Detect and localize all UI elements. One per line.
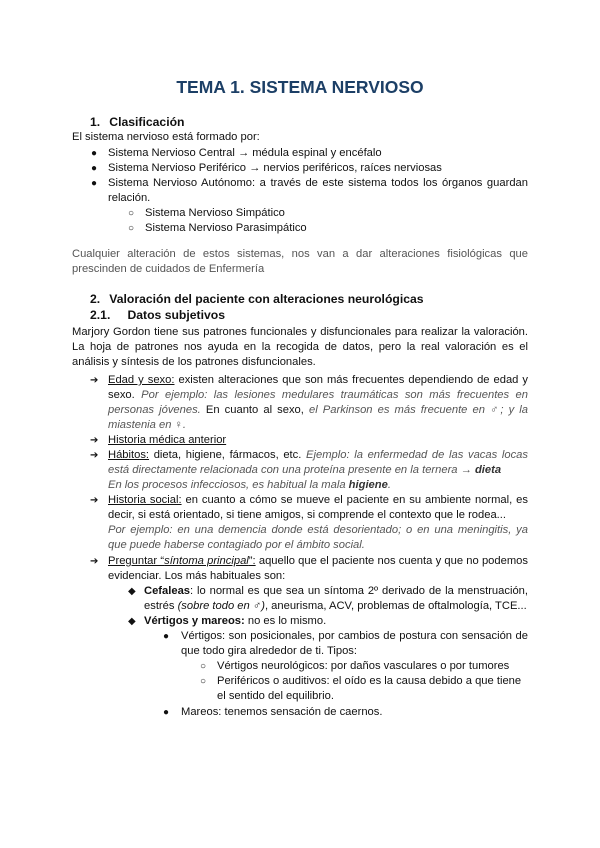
bullet-dot-icon: ●: [163, 631, 170, 642]
section-2-title: Valoración del paciente con alteraciones neurológicas: [109, 292, 424, 306]
arrow-bullet-icon: ➔: [90, 435, 99, 446]
arrow-bullet-icon: ➔: [90, 450, 99, 461]
item-habitos-example-bold: dieta: [474, 464, 502, 476]
item-vertigos-text: no es lo mismo.: [244, 615, 327, 627]
item-social-label: Historia social:: [108, 494, 182, 506]
bullet-dot-icon: ●: [91, 178, 98, 189]
item-edad-text2: En cuanto al sexo,: [200, 404, 309, 416]
item-cefaleas-italic: (sobre todo en ♂): [177, 600, 265, 612]
arrow-bullet-icon: ➔: [90, 495, 99, 506]
subsection-2-1-title: Datos subjetivos: [127, 308, 225, 322]
item-vertigos-perifericos: Periféricos o auditivos: el oído es la causa debido a que tiene el sentido del equilibrio.: [217, 675, 522, 702]
list-item-snc: Sistema Nervioso Central → médula espinal y encéfalo: [108, 147, 382, 159]
arrow-bullet-icon: ➔: [90, 556, 99, 567]
item-habitos-example-2: [108, 478, 528, 493]
diamond-bullet-icon: ◆: [128, 586, 136, 597]
item-habitos-label: Hábitos:: [108, 449, 150, 461]
item-vertigos-neurologicos: Vértigos neurológicos: por daños vasculares o por tumores: [217, 660, 510, 672]
item-mareos: Mareos: tenemos sensación de caernos.: [181, 706, 383, 718]
item-sintoma-label-italic: síntoma principal: [164, 555, 249, 567]
item-edad-label: Edad y sexo:: [108, 374, 175, 386]
bullet-dot-icon: ●: [91, 148, 98, 159]
sub-list-item-simpatico: Sistema Nervioso Simpático: [145, 207, 285, 219]
item-vertigos: [144, 614, 528, 629]
subsection-2-1-number: 2.1.: [90, 308, 111, 322]
sub-list-item-parasimpatico: Sistema Nervioso Parasimpático: [145, 222, 307, 234]
item-vertigos-def: Vértigos: son posicionales, por cambios de postura con sensación de que todo gira alrededor de ti. Tipos:: [181, 630, 528, 657]
item-social: [108, 493, 528, 523]
page-title: TEMA 1. SISTEMA NERVIOSO: [176, 77, 424, 97]
list-item-snp: Sistema Nervioso Periférico → nervios periféricos, raíces nerviosas: [108, 162, 442, 174]
item-sintoma-text: aquello que el paciente nos cuenta y que no podemos evidenciar. Los más habituales son:: [108, 555, 528, 582]
item-cefaleas-label: Cefaleas: [144, 585, 191, 597]
section-1-heading: [90, 115, 184, 131]
item-edad-sexo: [108, 373, 528, 433]
item-social-example-text: Por ejemplo: en una demencia donde está desorientado; o en una meningitis, ya que puede haberse contagiado por el ámbito social.: [108, 524, 528, 551]
bullet-circle-icon: ○: [128, 223, 135, 234]
item-habitos-example: Ejemplo: la enfermedad de las vacas locas está directamente relacionada con una proteína presente en la ternera →: [108, 449, 528, 476]
diamond-bullet-icon: ◆: [128, 616, 136, 627]
item-historia: [108, 433, 528, 448]
item-historia-label: Historia médica anterior: [108, 434, 227, 446]
arrow-bullet-icon: ➔: [90, 375, 99, 386]
section-2-number: 2.: [90, 292, 101, 306]
item-habitos: [108, 448, 528, 478]
section-1-intro: El sistema nervioso está formado por:: [72, 131, 260, 143]
item-cefaleas-text2: , aneurisma, ACV, problemas de oftalmología, TCE...: [264, 600, 527, 612]
item-edad-example: Por ejemplo: las lesiones medulares traumáticas son más frecuentes en personas jóvenes.: [108, 389, 528, 416]
item-sintoma: [108, 554, 528, 584]
item-sintoma-label-pre: Preguntar “: [108, 555, 165, 567]
item-edad-text: existen alteraciones que son más frecuentes dependiendo de edad y sexo.: [108, 374, 529, 401]
item-cefaleas-text: : lo normal es que sea un síntoma 2º derivado de la menstruación, estrés: [144, 585, 528, 612]
bullet-circle-icon: ○: [200, 661, 207, 672]
section-1-note: Cualquier alteración de estos sistemas, nos van a dar alteraciones fisiológicas que prescinden de cuidados de Enfermería: [72, 248, 528, 275]
item-habitos-example2-text: En los procesos infecciosos, es habitual la mala: [108, 479, 349, 491]
item-social-example: [108, 523, 528, 553]
section-2-heading: [90, 292, 424, 308]
section-1-number: 1.: [90, 115, 101, 129]
bullet-dot-icon: ●: [163, 707, 170, 718]
bullet-circle-icon: ○: [200, 676, 207, 687]
item-vertigos-label: Vértigos y mareos:: [144, 615, 245, 627]
item-habitos-text: dieta, higiene, fármacos, etc.: [149, 449, 307, 461]
bullet-circle-icon: ○: [128, 208, 135, 219]
item-habitos-example2-end: .: [387, 479, 391, 491]
item-cefaleas: [144, 584, 528, 614]
subsection-2-1-heading: [90, 308, 225, 324]
item-social-text: en cuanto a cómo se mueve el paciente en su ambiente normal, es decir, si está orientado, si tiene amigos, si comprende el contexto que le rodea...: [108, 494, 528, 521]
item-sintoma-label-post: ”:: [248, 555, 256, 567]
item-habitos-example2-bold: higiene: [348, 479, 388, 491]
list-item-sna: Sistema Nervioso Autónomo: a través de este sistema todos los órganos guardan relación.: [108, 177, 528, 204]
bullet-dot-icon: ●: [91, 163, 98, 174]
item-edad-example2: el Parkinson es más frecuente en ♂; y la miastenia en ♀.: [108, 404, 528, 431]
section-1-title: Clasificación: [109, 115, 185, 129]
section-2-intro: Marjory Gordon tiene sus patrones funcionales y disfuncionales para realizar la valoración. La hoja de patrones nos ayuda en la recogida de datos, pero la real valoración es el análisis y síntesis de los patrones disfuncionales.: [72, 326, 528, 368]
